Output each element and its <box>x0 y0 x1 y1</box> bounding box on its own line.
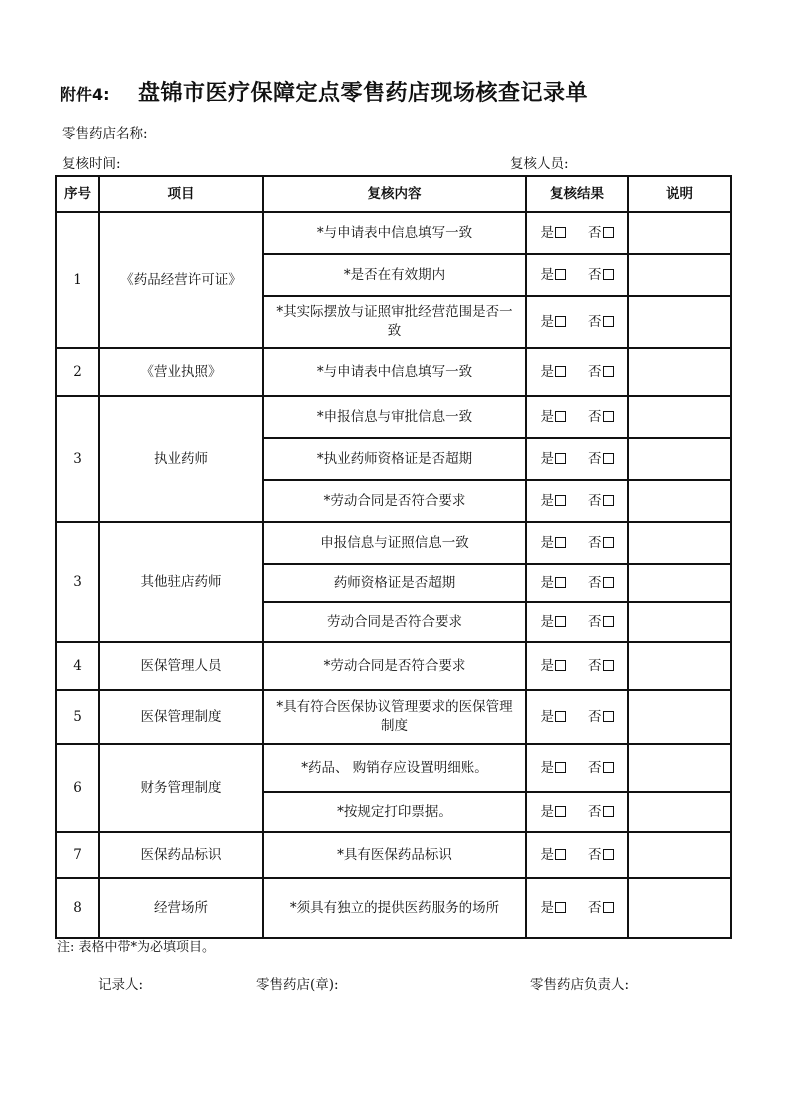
result-option-yes[interactable] <box>541 899 567 918</box>
row-number: 4 <box>56 642 99 690</box>
result-option-yes[interactable] <box>541 224 567 243</box>
result-yes-label: 是 <box>540 613 554 630</box>
review-content-cell: *与申请表中信息填写一致 <box>263 212 526 254</box>
result-yes-label: 是 <box>540 657 554 674</box>
table-row <box>56 396 731 438</box>
result-option-no[interactable] <box>588 266 614 285</box>
result-no-label: 否 <box>588 803 602 820</box>
item-cell: 其他驻店药师 <box>99 522 263 642</box>
result-yes-label: 是 <box>540 492 554 509</box>
result-option-no[interactable] <box>588 759 614 778</box>
result-yes-label: 是 <box>540 846 554 863</box>
result-option-no[interactable] <box>588 492 614 511</box>
result-no-label: 否 <box>588 657 602 674</box>
result-yes-label: 是 <box>540 363 554 380</box>
review-content-cell: 药师资格证是否超期 <box>263 564 526 602</box>
result-no-label: 否 <box>588 408 602 425</box>
checkbox-yes[interactable] <box>555 537 566 548</box>
result-option-yes[interactable] <box>541 534 567 553</box>
checkbox-no[interactable] <box>603 616 614 627</box>
result-yes-label: 是 <box>540 759 554 776</box>
checkbox-yes[interactable] <box>555 616 566 627</box>
row-number: 7 <box>56 832 99 878</box>
result-no-label: 否 <box>588 759 602 776</box>
table-row <box>56 642 731 690</box>
header-result: 复核结果 <box>526 176 628 212</box>
checkbox-yes[interactable] <box>555 806 566 817</box>
result-option-yes[interactable] <box>541 657 567 676</box>
result-cell <box>526 792 628 832</box>
checkbox-no[interactable] <box>603 577 614 588</box>
review-content-cell: 劳动合同是否符合要求 <box>263 602 526 642</box>
result-option-yes[interactable] <box>541 363 567 382</box>
result-yes-label: 是 <box>540 708 554 725</box>
result-cell <box>526 480 628 522</box>
result-no-label: 否 <box>588 313 602 330</box>
checkbox-no[interactable] <box>603 366 614 377</box>
result-option-yes[interactable] <box>541 574 567 593</box>
checkbox-no[interactable] <box>603 762 614 773</box>
review-content-cell: *按规定打印票据。 <box>263 792 526 832</box>
item-cell: 医保药品标识 <box>99 832 263 878</box>
result-no-label: 否 <box>588 574 602 591</box>
result-no-label: 否 <box>588 613 602 630</box>
result-option-yes[interactable] <box>541 613 567 632</box>
checkbox-no[interactable] <box>603 806 614 817</box>
reviewer-label: 复核人员: <box>510 156 569 172</box>
checkbox-yes[interactable] <box>555 495 566 506</box>
result-no-label: 否 <box>588 899 602 916</box>
checkbox-yes[interactable] <box>555 902 566 913</box>
result-cell <box>526 348 628 396</box>
item-cell: 财务管理制度 <box>99 744 263 832</box>
result-cell <box>526 254 628 296</box>
result-option-no[interactable] <box>588 224 614 243</box>
table-row <box>56 832 731 878</box>
result-cell <box>526 602 628 642</box>
result-option-yes[interactable] <box>541 803 567 822</box>
result-option-no[interactable] <box>588 613 614 632</box>
checkbox-no[interactable] <box>603 269 614 280</box>
result-option-yes[interactable] <box>541 450 567 469</box>
checkbox-no[interactable] <box>603 227 614 238</box>
checkbox-yes[interactable] <box>555 316 566 327</box>
remark-cell[interactable] <box>628 878 731 938</box>
store-manager-label: 零售药店负责人: <box>530 977 630 993</box>
result-cell <box>526 744 628 792</box>
result-cell <box>526 642 628 690</box>
result-no-label: 否 <box>588 266 602 283</box>
item-cell: 经营场所 <box>99 878 263 938</box>
header-no: 序号 <box>56 176 99 212</box>
table-body <box>56 212 731 938</box>
result-cell <box>526 522 628 564</box>
result-option-yes[interactable] <box>541 759 567 778</box>
remark-cell[interactable] <box>628 296 731 348</box>
remark-cell[interactable] <box>628 348 731 396</box>
result-option-yes[interactable] <box>541 313 567 332</box>
recorder-label: 记录人: <box>98 977 144 993</box>
result-option-no[interactable] <box>588 450 614 469</box>
remark-cell[interactable] <box>628 254 731 296</box>
result-option-no[interactable] <box>588 803 614 822</box>
checkbox-no[interactable] <box>603 316 614 327</box>
remark-cell[interactable] <box>628 480 731 522</box>
result-yes-label: 是 <box>540 450 554 467</box>
header-content: 复核内容 <box>263 176 526 212</box>
result-option-no[interactable] <box>588 534 614 553</box>
remark-cell[interactable] <box>628 564 731 602</box>
attachment-label: 附件4: <box>60 85 110 104</box>
result-cell <box>526 296 628 348</box>
result-no-label: 否 <box>588 492 602 509</box>
result-cell <box>526 564 628 602</box>
table-row <box>56 690 731 744</box>
checkbox-no[interactable] <box>603 902 614 913</box>
result-yes-label: 是 <box>540 408 554 425</box>
remark-cell[interactable] <box>628 212 731 254</box>
page-title: 盘锦市医疗保障定点零售药店现场核查记录单 <box>138 81 589 106</box>
remark-cell[interactable] <box>628 522 731 564</box>
result-yes-label: 是 <box>540 534 554 551</box>
review-time-label: 复核时间: <box>62 156 121 172</box>
result-option-yes[interactable] <box>541 266 567 285</box>
required-note: 注: 表格中带*为必填项目。 <box>57 940 216 955</box>
result-option-no[interactable] <box>588 899 614 918</box>
item-cell: 《药品经营许可证》 <box>99 212 263 348</box>
result-yes-label: 是 <box>540 266 554 283</box>
result-option-no[interactable] <box>588 708 614 727</box>
remark-cell[interactable] <box>628 744 731 792</box>
result-option-no[interactable] <box>588 574 614 593</box>
result-yes-label: 是 <box>540 313 554 330</box>
review-content-cell: 申报信息与证照信息一致 <box>263 522 526 564</box>
checkbox-yes[interactable] <box>555 660 566 671</box>
checkbox-yes[interactable] <box>555 366 566 377</box>
result-no-label: 否 <box>588 846 602 863</box>
item-cell: 《营业执照》 <box>99 348 263 396</box>
checkbox-yes[interactable] <box>555 227 566 238</box>
checkbox-no[interactable] <box>603 537 614 548</box>
title-row <box>60 76 588 107</box>
result-yes-label: 是 <box>540 574 554 591</box>
result-no-label: 否 <box>588 363 602 380</box>
result-cell <box>526 396 628 438</box>
review-content-cell: *具有符合医保协议管理要求的医保管理制度 <box>263 690 526 744</box>
remark-cell[interactable] <box>628 832 731 878</box>
result-cell <box>526 212 628 254</box>
header-item: 项目 <box>99 176 263 212</box>
review-content-cell: *与申请表中信息填写一致 <box>263 348 526 396</box>
result-cell <box>526 438 628 480</box>
remark-cell[interactable] <box>628 438 731 480</box>
table-row <box>56 522 731 564</box>
checkbox-yes[interactable] <box>555 411 566 422</box>
result-option-yes[interactable] <box>541 492 567 511</box>
checkbox-yes[interactable] <box>555 711 566 722</box>
item-cell: 医保管理制度 <box>99 690 263 744</box>
review-content-cell: *劳动合同是否符合要求 <box>263 642 526 690</box>
row-number: 1 <box>56 212 99 348</box>
checkbox-yes[interactable] <box>555 849 566 860</box>
review-content-cell: *执业药师资格证是否超期 <box>263 438 526 480</box>
checkbox-no[interactable] <box>603 849 614 860</box>
result-yes-label: 是 <box>540 899 554 916</box>
checkbox-no[interactable] <box>603 660 614 671</box>
item-cell: 医保管理人员 <box>99 642 263 690</box>
result-no-label: 否 <box>588 708 602 725</box>
result-yes-label: 是 <box>540 803 554 820</box>
result-cell <box>526 690 628 744</box>
store-name-label: 零售药店名称: <box>62 126 148 142</box>
remark-cell[interactable] <box>628 792 731 832</box>
result-no-label: 否 <box>588 450 602 467</box>
checkbox-yes[interactable] <box>555 453 566 464</box>
review-content-cell: *申报信息与审批信息一致 <box>263 396 526 438</box>
table-header-row <box>56 176 731 212</box>
remark-cell[interactable] <box>628 642 731 690</box>
remark-cell[interactable] <box>628 396 731 438</box>
item-cell: 执业药师 <box>99 396 263 522</box>
result-option-no[interactable] <box>588 313 614 332</box>
review-content-cell: *劳动合同是否符合要求 <box>263 480 526 522</box>
header-remark: 说明 <box>628 176 731 212</box>
result-no-label: 否 <box>588 224 602 241</box>
review-content-cell: *须具有独立的提供医药服务的场所 <box>263 878 526 938</box>
checkbox-no[interactable] <box>603 495 614 506</box>
row-number: 5 <box>56 690 99 744</box>
review-content-cell: *其实际摆放与证照审批经营范围是否一致 <box>263 296 526 348</box>
review-content-cell: *具有医保药品标识 <box>263 832 526 878</box>
checkbox-no[interactable] <box>603 411 614 422</box>
checkbox-yes[interactable] <box>555 762 566 773</box>
row-number: 3 <box>56 522 99 642</box>
row-number: 8 <box>56 878 99 938</box>
row-number: 3 <box>56 396 99 522</box>
remark-cell[interactable] <box>628 690 731 744</box>
review-content-cell: *是否在有效期内 <box>263 254 526 296</box>
result-option-yes[interactable] <box>541 408 567 427</box>
result-cell <box>526 832 628 878</box>
table-row <box>56 878 731 938</box>
result-option-no[interactable] <box>588 657 614 676</box>
result-option-no[interactable] <box>588 408 614 427</box>
remark-cell[interactable] <box>628 602 731 642</box>
result-option-yes[interactable] <box>541 846 567 865</box>
row-number: 6 <box>56 744 99 832</box>
checkbox-no[interactable] <box>603 453 614 464</box>
review-content-cell: *药品、 购销存应设置明细账。 <box>263 744 526 792</box>
result-no-label: 否 <box>588 534 602 551</box>
checkbox-yes[interactable] <box>555 577 566 588</box>
review-table <box>55 175 732 939</box>
store-seal-label: 零售药店(章): <box>256 977 339 993</box>
table-row <box>56 212 731 254</box>
result-cell <box>526 878 628 938</box>
result-option-no[interactable] <box>588 363 614 382</box>
result-option-no[interactable] <box>588 846 614 865</box>
result-option-yes[interactable] <box>541 708 567 727</box>
result-yes-label: 是 <box>540 224 554 241</box>
table-row <box>56 744 731 792</box>
checkbox-no[interactable] <box>603 711 614 722</box>
table-row <box>56 348 731 396</box>
row-number: 2 <box>56 348 99 396</box>
checkbox-yes[interactable] <box>555 269 566 280</box>
